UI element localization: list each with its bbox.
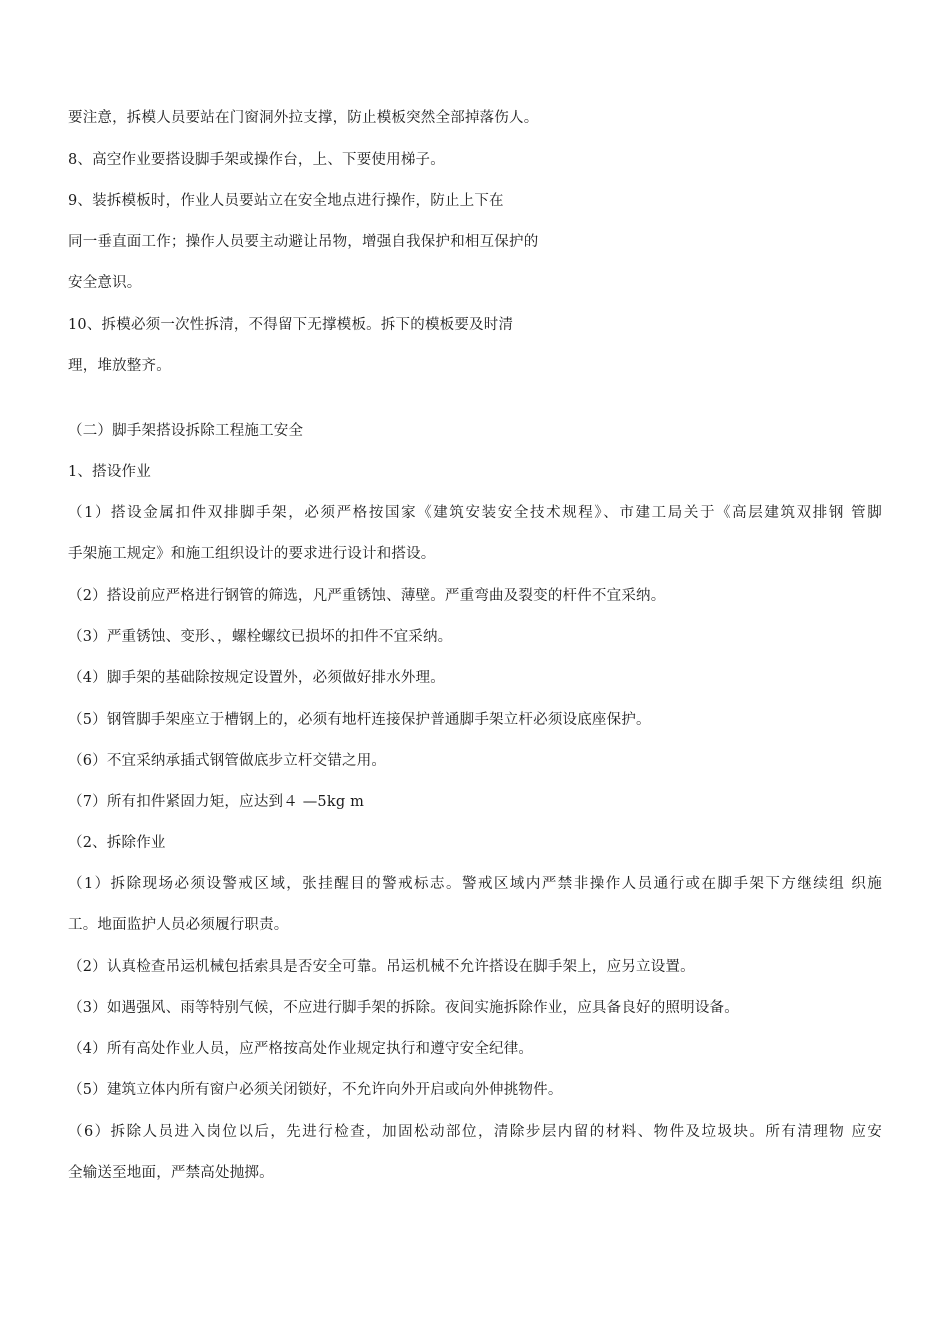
text-line: 9、装拆模板时，作业人员要站立在安全地点进行操作，防止上下在 — [68, 193, 504, 209]
text-line: 8、高空作业要搭设脚手架或操作台，上、下要使用梯子。 — [68, 152, 445, 168]
text-line: 手架施工规定》和施工组织设计的要求进行设计和搭设。 — [68, 546, 436, 562]
text-line: （3）如遇强风、雨等特别气候，不应进行脚手架的拆除。夜间实施拆除作业，应具备良好的照明设备。 — [68, 1000, 739, 1016]
text-line: （7）所有扣件紧固力矩，应达到４ —5kg m — [68, 794, 365, 810]
text-line: （5）建筑立体内所有窗户必须关闭锁好，不允许向外开启或向外伸挑物件。 — [68, 1082, 563, 1098]
text-line: （2）认真检查吊运机械包括索具是否安全可靠。吊运机械不允许搭设在脚手架上，应另立设置。 — [68, 959, 695, 975]
subsection-heading: 1、搭设作业 — [68, 464, 151, 480]
subsection-heading: （2、拆除作业 — [68, 835, 166, 851]
text-line: 同一垂直面工作；操作人员要主动避让吊物，增强自我保护和相互保护的 — [68, 234, 539, 250]
text-line: 10、拆模必须一次性拆清，不得留下无撑模板。拆下的模板要及时清 — [68, 317, 514, 333]
text-line: 要注意，拆模人员要站在门窗洞外拉支撑，防止模板突然全部掉落伤人。 — [68, 110, 539, 126]
text-line: （1）搭设金属扣件双排脚手架，必须严格按国家《建筑安装安全技术规程》、市建工局关于《高层建筑双排钢 管脚 — [68, 505, 882, 521]
section-heading: （二）脚手架搭设拆除工程施工安全 — [68, 423, 304, 439]
text-line: （3）严重锈蚀、变形、，螺栓螺纹已损坏的扣件不宜采纳。 — [68, 629, 453, 645]
text-line: 全输送至地面，严禁高处抛掷。 — [68, 1165, 274, 1181]
text-line: （4）脚手架的基础除按规定设置外，必须做好排水外理。 — [68, 670, 445, 686]
text-line: （2）搭设前应严格进行钢管的筛选，凡严重锈蚀、薄壁。严重弯曲及裂变的杆件不宜采纳。 — [68, 588, 666, 604]
text-line: 安全意识。 — [68, 275, 142, 291]
text-line: （6）不宜采纳承插式钢管做底步立杆交错之用。 — [68, 753, 387, 769]
text-line: （5）钢管脚手架座立于槽钢上的，必须有地杆连接保护普通脚手架立杆必须设底座保护。 — [68, 712, 651, 728]
text-line: （6）拆除人员进入岗位以后，先进行检查，加固松动部位，清除步层内留的材料、物件及垃圾块。所有清理物 应安 — [68, 1124, 882, 1140]
text-line: 理，堆放整齐。 — [68, 358, 171, 374]
text-line: （1）拆除现场必须设警戒区域，张挂醒目的警戒标志。警戒区域内严禁非操作人员通行或在脚手架下方继续组 织施 — [68, 876, 882, 892]
text-line: （4）所有高处作业人员，应严格按高处作业规定执行和遵守安全纪律。 — [68, 1041, 534, 1057]
text-line: 工。地面监护人员必须履行职责。 — [68, 917, 289, 933]
